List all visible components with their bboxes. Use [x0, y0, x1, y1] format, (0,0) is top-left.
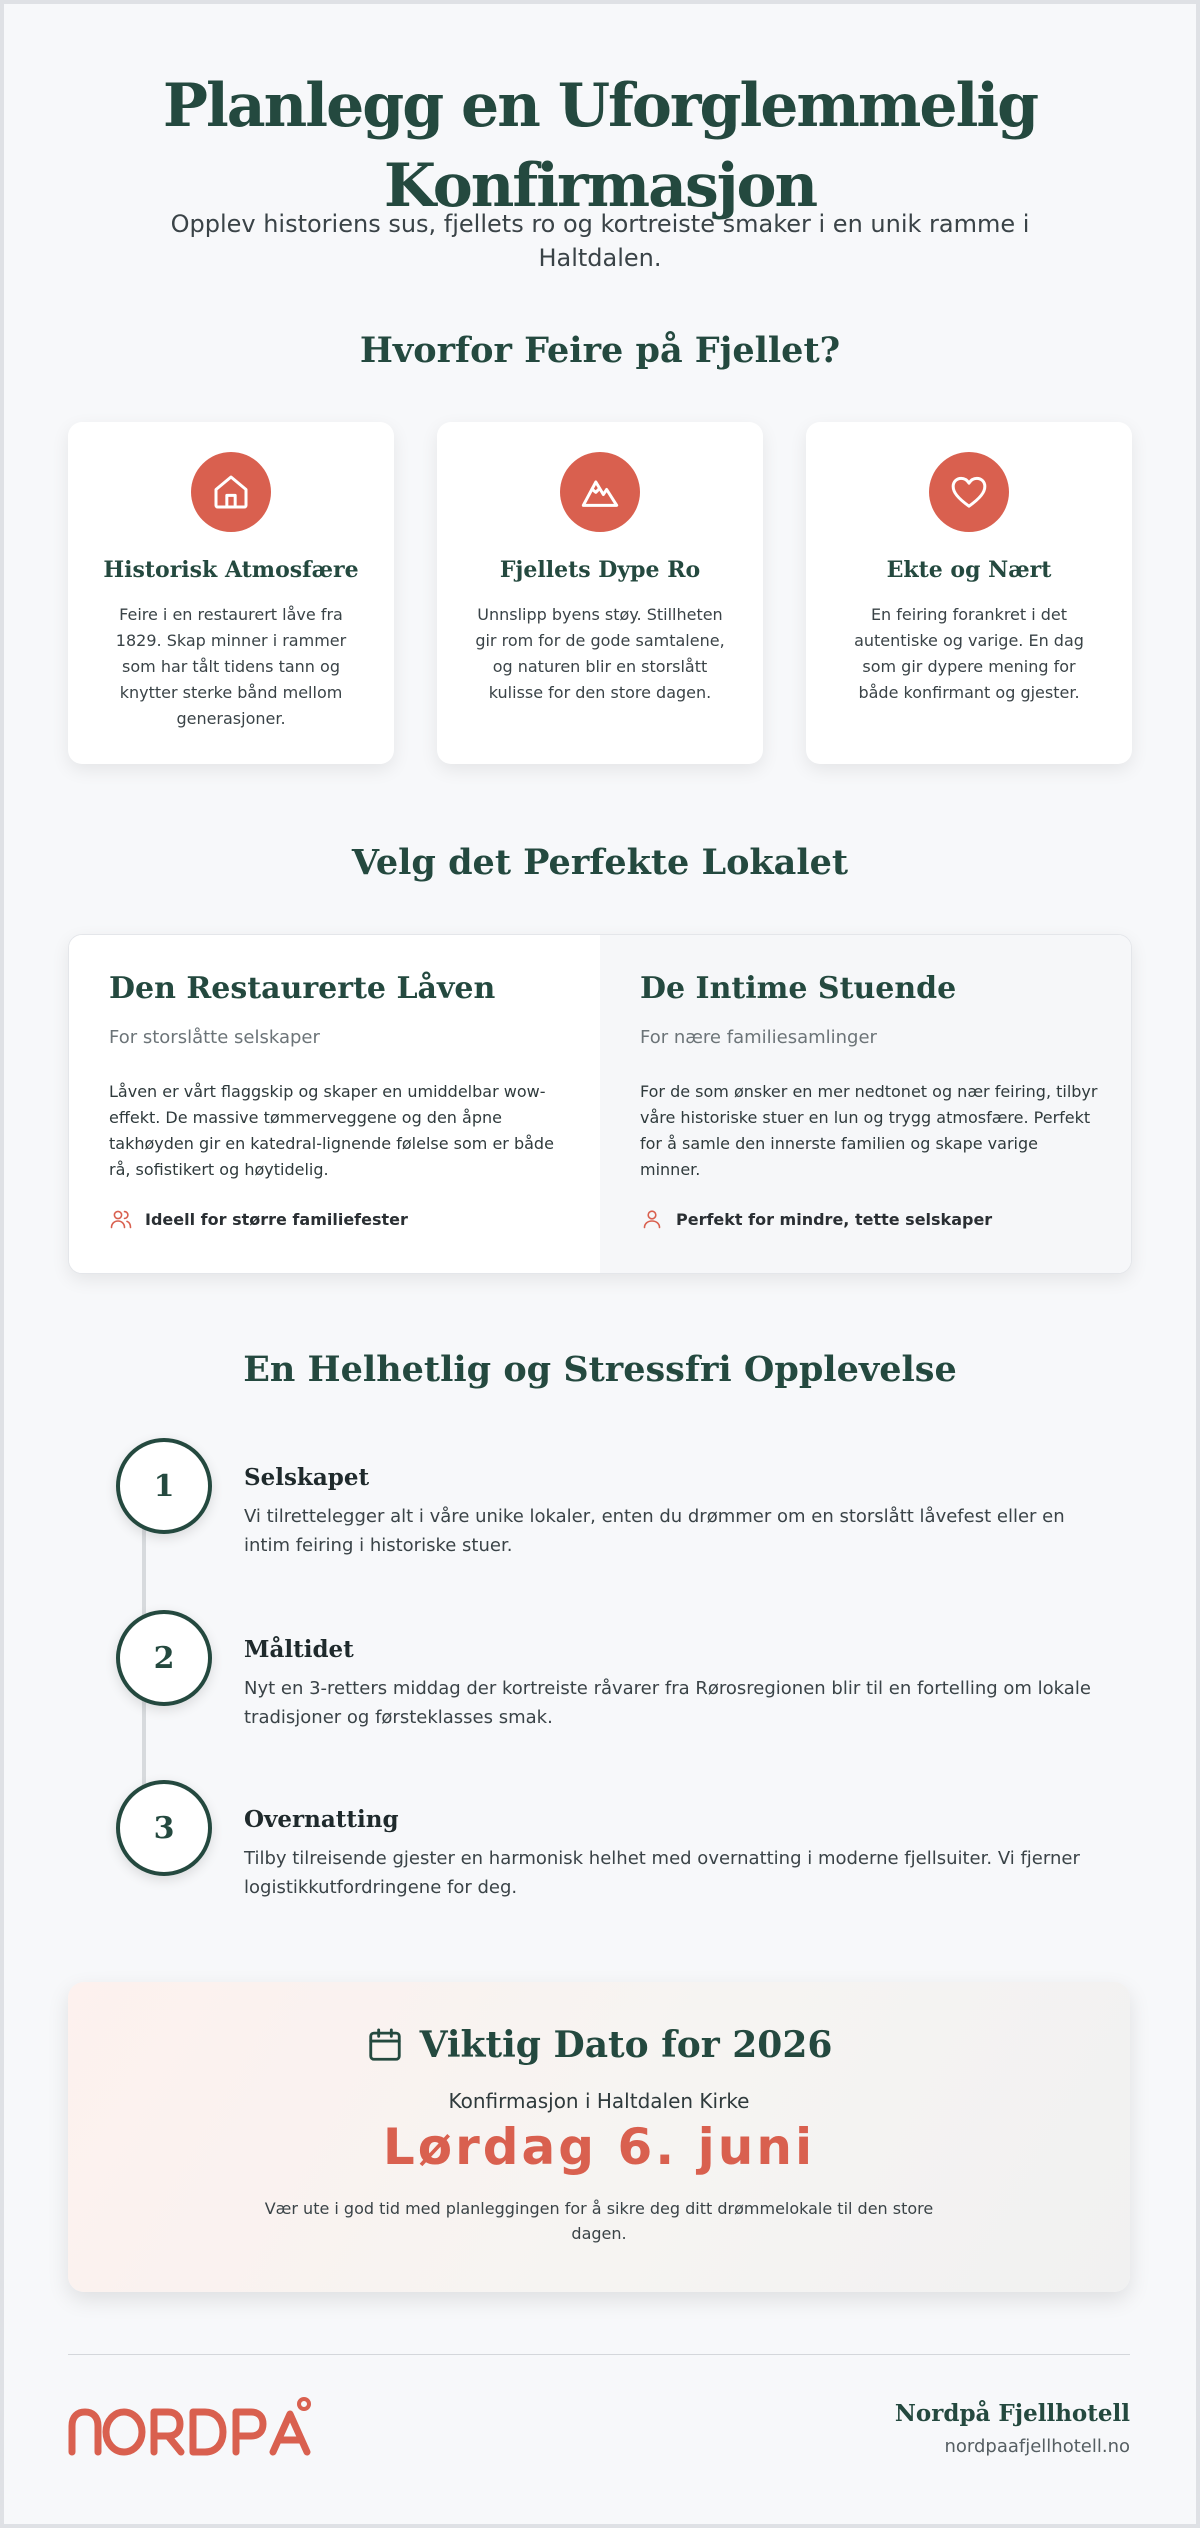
user-icon: [640, 1207, 664, 1231]
venue-description: For de som ønsker en mer nedtonet og nær feiring, tilbyr våre historiske stuer en lun og trygg atmosfære. Perfekt for å samle den innerste familien og skape varige minner.: [640, 1082, 1098, 1179]
feature-card-text: Unnslipp byens støy. Stillheten gir rom for de gode samtalene, og naturen blir en storslått kulisse for den store dagen.: [475, 605, 725, 702]
experience-section-title: En Helhetlig og Stressfri Opplevelse: [243, 1349, 957, 1390]
venue-tag: [109, 1207, 408, 1231]
date-subtitle: Konfirmasjon i Haltdalen Kirke: [448, 2089, 750, 2113]
date-title-label: Viktig Dato for 2026: [419, 2024, 833, 2066]
page-title: [4, 66, 1196, 226]
hotel-name: Nordpå Fjellhotell: [894, 2400, 1130, 2427]
step-text: Tilby tilreisende gjester en harmonisk helhet med overnatting i moderne fjellsuiter. Vi fjerner logistikkutfordringene for deg.: [244, 1848, 1080, 1898]
step-text: Nyt en 3-retters middag der kortreiste råvarer fra Rørosregionen blir til en fortelling om lokale tradisjoner og førsteklasses smak.: [244, 1678, 1091, 1728]
venue-subtitle: For nære familiesamlinger: [640, 1027, 877, 1048]
mountain-icon: [560, 452, 640, 532]
step-title: Overnatting: [244, 1806, 399, 1833]
venue-living-rooms: [600, 935, 1131, 1273]
footer-divider: [68, 2354, 1130, 2355]
page-title-line1: Planlegg en Uforglemmelig: [162, 71, 1038, 141]
why-section-title: Hvorfor Feire på Fjellet?: [359, 330, 841, 371]
step-title: Måltidet: [244, 1636, 354, 1663]
date-note: Vær ute i god tid med planleggingen for å sikre deg ditt drømmelokale til den store dagen.: [264, 2199, 934, 2243]
step-number-badge: 1: [116, 1438, 212, 1534]
venue-title: Den Restaurerte Låven: [109, 971, 496, 1006]
feature-card-calm: [437, 422, 763, 764]
event-date: Lørdag 6. juni: [382, 2118, 816, 2176]
feature-card-authentic: [806, 422, 1132, 764]
date-title: [68, 2024, 1130, 2066]
venue-tag-label: Ideell for større familiefester: [145, 1209, 408, 1229]
heart-icon: [929, 452, 1009, 532]
venues-section-title: Velg det Perfekte Lokalet: [351, 842, 849, 883]
feature-card-title: Historisk Atmosfære: [103, 557, 359, 583]
venue-description: Låven er vårt flaggskip og skaper en umiddelbar wow-effekt. De massive tømmerveggene og den åpne takhøyden gir en katedral-lignende følelse som er både rå, sofistikert og høytidelig.: [109, 1082, 554, 1179]
step-number-badge: 3: [116, 1780, 212, 1876]
important-date-box: [68, 1982, 1130, 2292]
page: [4, 4, 1196, 2524]
venues-panel: [68, 934, 1132, 1274]
feature-card-title: Ekte og Nært: [886, 557, 1052, 583]
hotel-website-link[interactable]: nordpaafjellhotell.no: [944, 2436, 1130, 2457]
feature-card-text: En feiring forankret i det autentiske og varige. En dag som gir dypere mening for både konfirmant og gjester.: [854, 605, 1084, 702]
users-icon: [109, 1207, 133, 1231]
page-subtitle: Opplev historiens sus, fjellets ro og kortreiste smaker i en unik ramme i Haltdalen.: [170, 210, 1030, 272]
feature-card-history: [68, 422, 394, 764]
step-text: Vi tilrettelegger alt i våre unike lokaler, enten du drømmer om en storslått låvefest eller en intim feiring i historiske stuer.: [244, 1506, 1065, 1556]
feature-card-title: Fjellets Dype Ro: [499, 557, 701, 583]
venue-barn: [69, 935, 601, 1273]
venue-title: De Intime Stuende: [640, 971, 957, 1006]
calendar-icon: [366, 2026, 404, 2064]
home-icon: [191, 452, 271, 532]
venue-tag-label: Perfekt for mindre, tette selskaper: [676, 1209, 993, 1229]
feature-card-text: Feire i en restaurert låve fra 1829. Skap minner i rammer som har tålt tidens tann og knytter sterke bånd mellom generasjoner.: [115, 605, 347, 728]
venue-tag: [640, 1207, 992, 1231]
page-title-line2: Konfirmasjon: [383, 151, 817, 221]
step-title: Selskapet: [244, 1464, 370, 1491]
step-number-badge: 2: [116, 1610, 212, 1706]
nordpa-logo: [66, 2396, 318, 2462]
venue-subtitle: For storslåtte selskaper: [109, 1027, 320, 1048]
